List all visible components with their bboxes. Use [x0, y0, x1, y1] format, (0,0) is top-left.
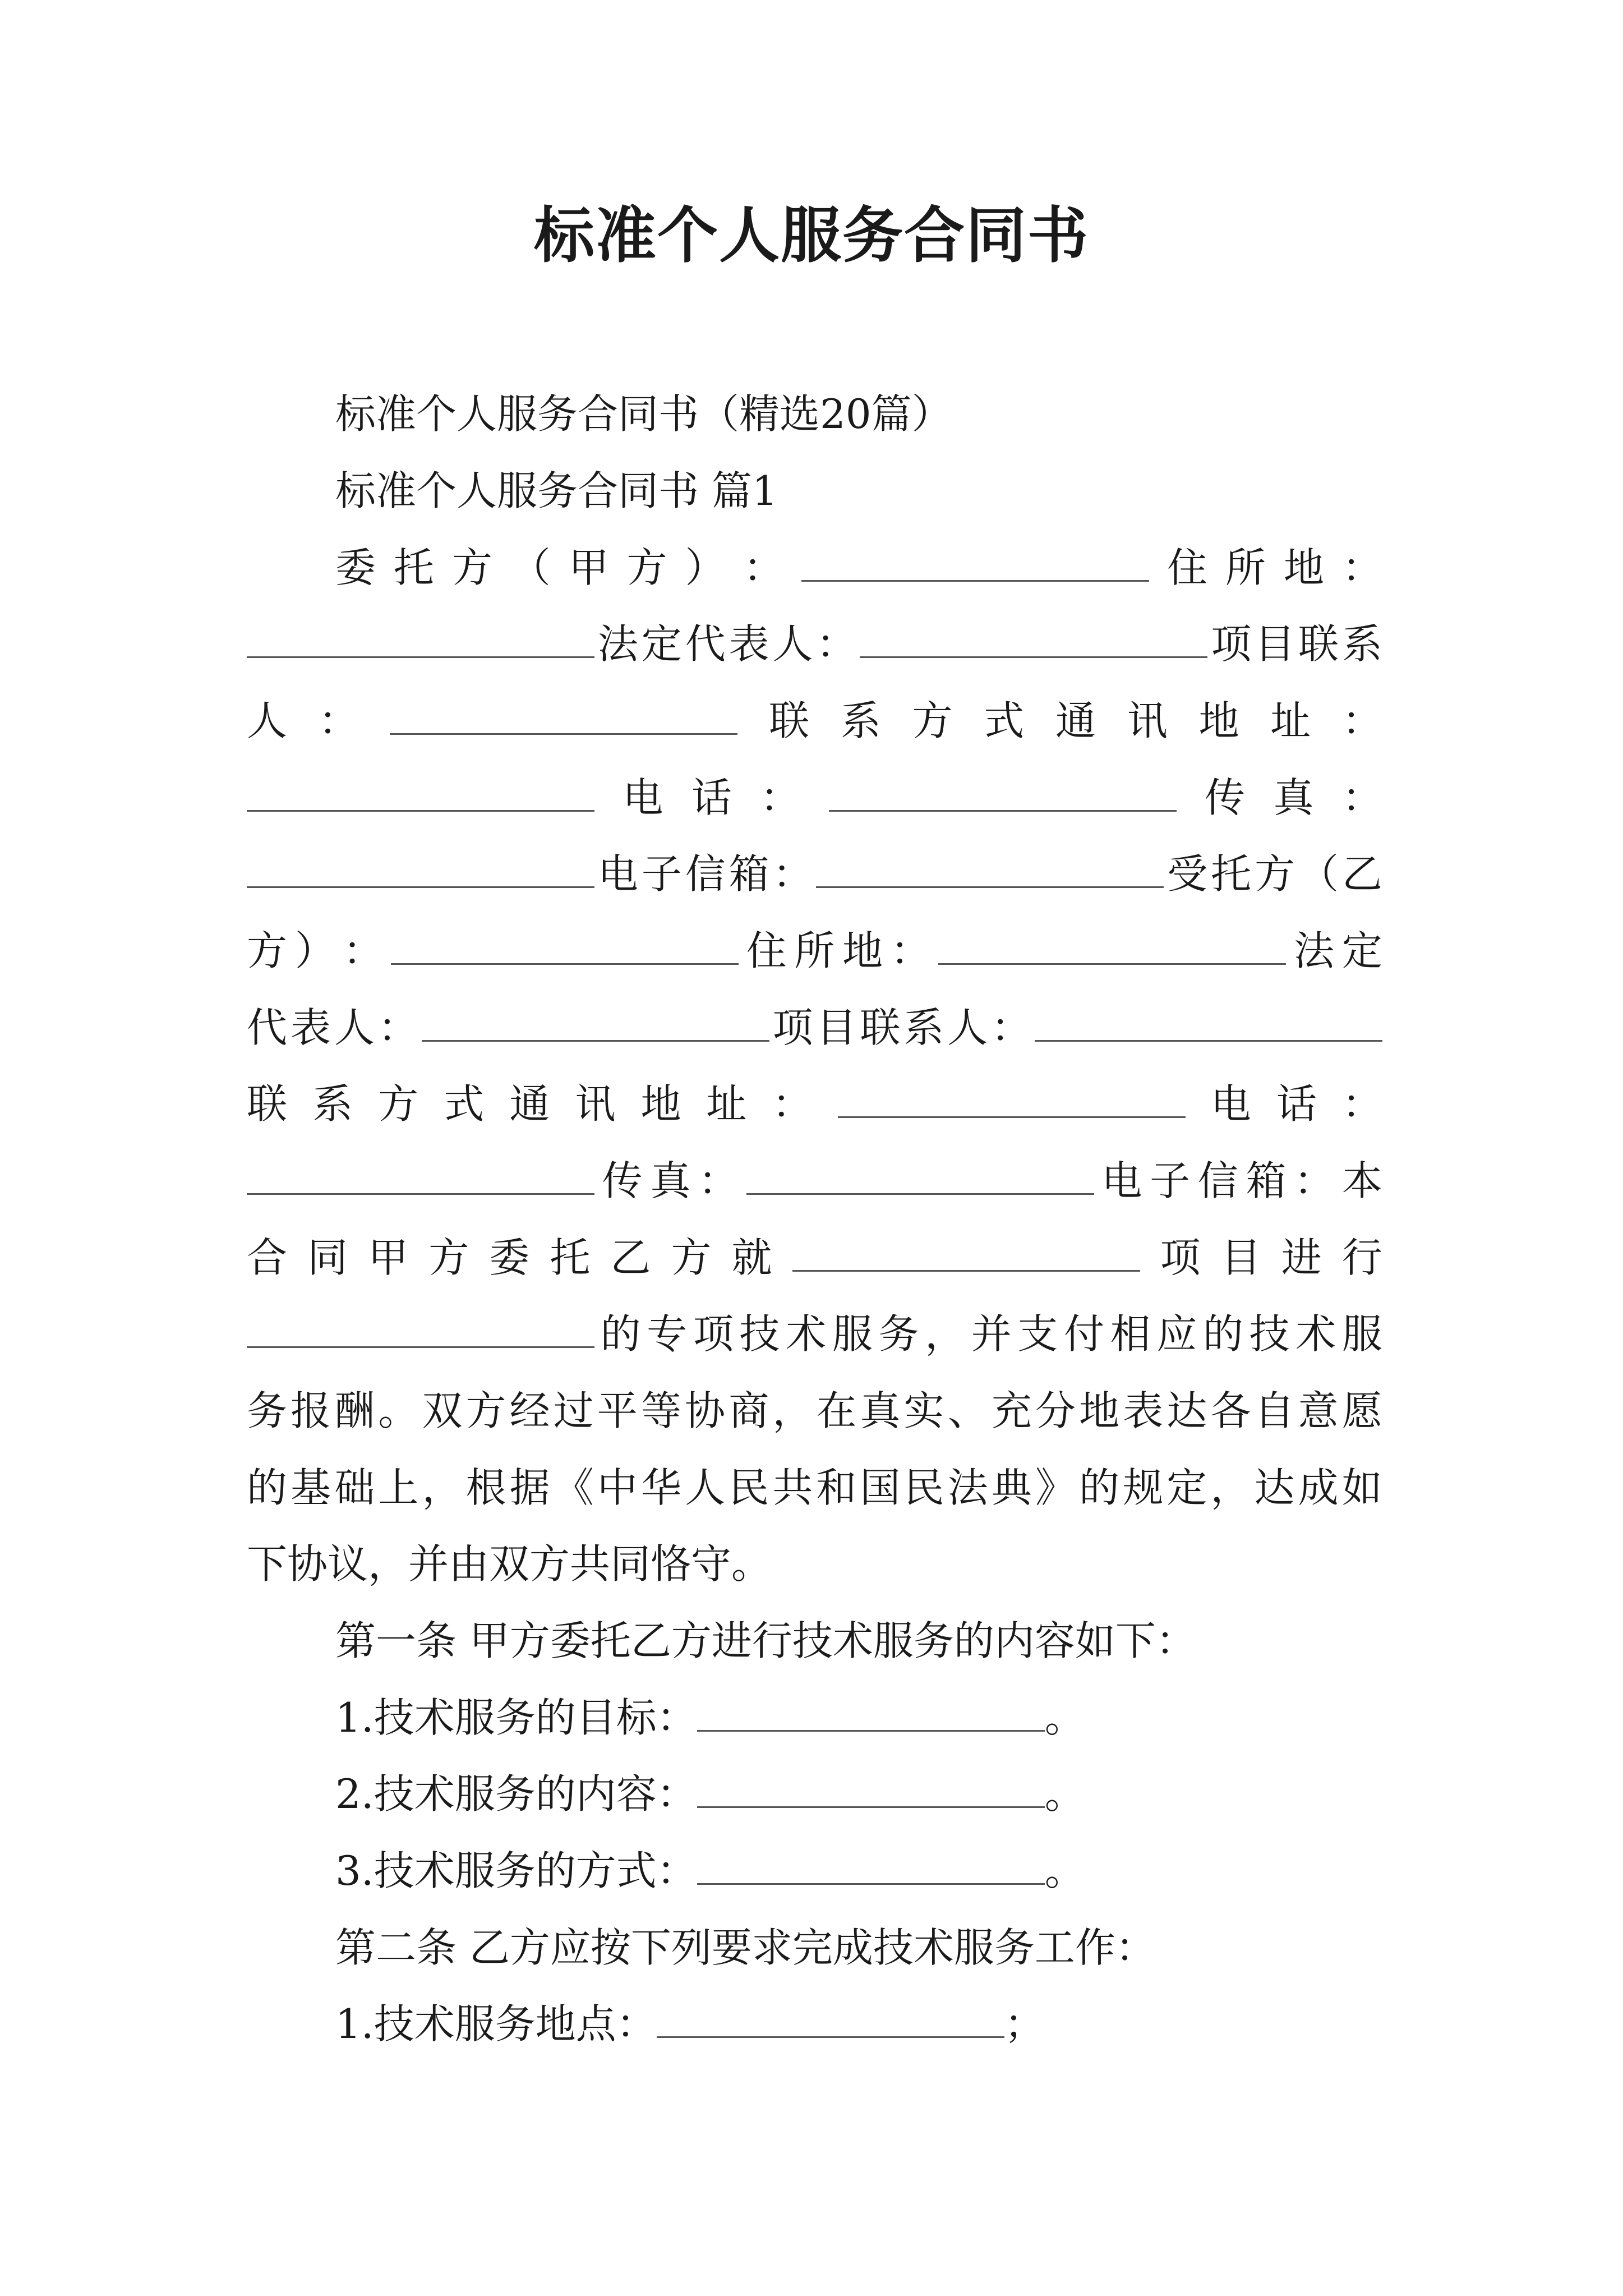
text-line [0, 540, 1623, 596]
list-item: 2.技术服务的内容： 。 [335, 1770, 1085, 1818]
blank-fill-line [247, 777, 594, 812]
blank-fill-line [801, 547, 1149, 582]
blank-fill-line [816, 854, 1164, 888]
text-line [0, 1306, 1623, 1362]
text-line [0, 1920, 1623, 1976]
text-line [0, 1230, 1623, 1286]
justified-line: 传 真 ： 电 子 信 箱 ： 本 [247, 1153, 1382, 1209]
document-title: 标准个人服务合同书 [533, 200, 1089, 271]
justified-line: 电 话 ： 传 真 ： [247, 770, 1382, 826]
blank-fill-line [657, 2004, 1004, 2038]
article-heading: 第一条 甲方委托乙方进行技术服务的内容如下： [335, 1617, 1196, 1664]
blank-fill-line [422, 1007, 769, 1042]
blank-fill-line [860, 624, 1207, 658]
text-line [0, 693, 1623, 749]
text-line [0, 616, 1623, 672]
text-line [0, 1460, 1623, 1516]
text-line [0, 1153, 1623, 1209]
justified-line: 方 ） ： 住 所 地 ： 法 定 [247, 927, 1382, 974]
justified-line: 的 专 项 技 术 服 务 ， 并 支 付 相 应 的 技 术 服 [247, 1306, 1382, 1362]
blank-fill-line [829, 777, 1177, 812]
text-line [0, 1536, 1623, 1592]
justified-line: 合 同 甲 方 委 托 乙 方 就 项 目 进 行 [247, 1234, 1382, 1281]
text-line [0, 923, 1623, 979]
blank-fill-line [792, 1237, 1140, 1272]
article-heading: 第二条 乙方应按下列要求完成技术服务工作： [335, 1924, 1156, 1971]
blank-fill-line [390, 701, 737, 735]
justified-line: 代 表 人 ： 项 目 联 系 人 ： [247, 1000, 1382, 1056]
blank-fill-line [697, 1774, 1045, 1808]
text-line [0, 1613, 1623, 1669]
blank-fill-line [938, 931, 1286, 965]
section-heading: 标准个人服务合同书 篇1 [335, 467, 778, 514]
list-item: 3.技术服务的方式： 。 [335, 1847, 1085, 1894]
justified-line: 的 基 础 上 ， 根 据 《 中 华 人 民 共 和 国 民 法 典 》 的 规 定 ， 达 成 如 [247, 1464, 1382, 1511]
paragraph-end-line: 下协议，并由双方共同恪守。 [247, 1540, 772, 1588]
text-line [0, 1996, 1623, 2052]
text-line [0, 846, 1623, 902]
blank-fill-line [247, 854, 594, 888]
justified-line: 务 报 酬 。 双 方 经 过 平 等 协 商 ， 在 真 实 、 充 分 地 表 达 各 自 意 愿 [247, 1387, 1382, 1434]
justified-line: 人 ： 联 系 方 式 通 讯 地 址 ： [247, 697, 1382, 744]
blank-fill-line [247, 624, 594, 658]
justified-line: 联 系 方 式 通 讯 地 址 ： 电 话 ： [247, 1080, 1382, 1128]
justified-line: 电 子 信 箱 ： 受 托 方 （ 乙 [247, 846, 1382, 902]
blank-fill-line [697, 1697, 1045, 1732]
blank-fill-line [391, 931, 739, 965]
blank-fill-line [838, 1084, 1186, 1118]
justified-line: 委 托 方 （ 甲 方 ） ： 住 所 地 ： [335, 544, 1382, 591]
text-line [0, 1076, 1623, 1132]
blank-fill-line [247, 1161, 594, 1195]
subtitle: 标准个人服务合同书（精选20篇） [335, 390, 952, 438]
blank-fill-line [746, 1161, 1094, 1195]
blank-fill-line [697, 1851, 1045, 1885]
text-line [0, 1383, 1623, 1439]
text-line [0, 770, 1623, 826]
justified-line: 法 定 代 表 人 ： 项 目 联 系 [247, 616, 1382, 672]
list-item: 1.技术服务地点： ； [335, 2000, 1045, 2047]
text-line [0, 1690, 1623, 1746]
text-line [0, 463, 1623, 519]
blank-fill-line [247, 1314, 594, 1348]
text-line [0, 386, 1623, 442]
list-item: 1.技术服务的目标： 。 [335, 1694, 1085, 1741]
blank-fill-line [1035, 1007, 1382, 1042]
text-line [0, 1766, 1623, 1822]
text-line [0, 1843, 1623, 1899]
text-line [0, 1000, 1623, 1056]
